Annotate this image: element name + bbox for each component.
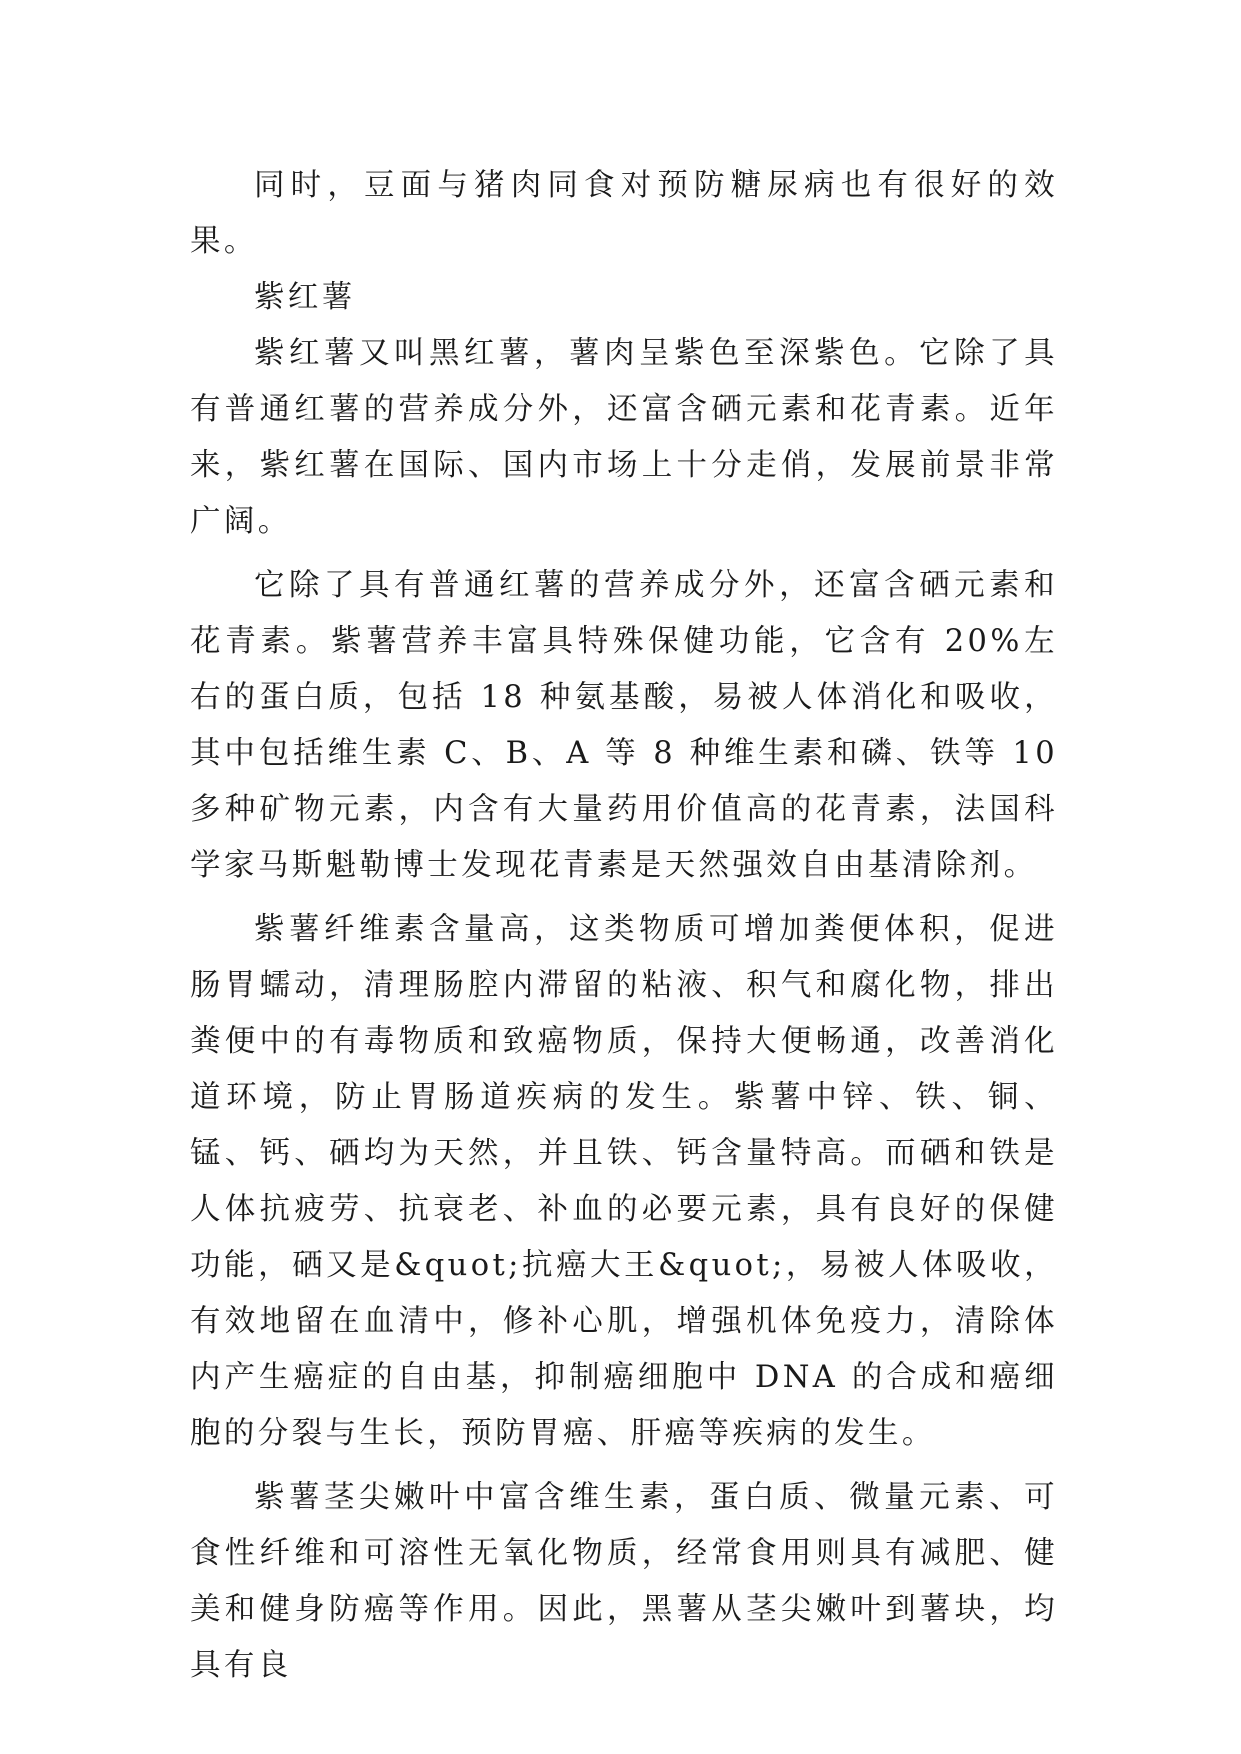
paragraph-fiber: 紫薯纤维素含量高，这类物质可增加粪便体积，促进肠胃蠕动，清理肠腔内滞留的粘液、积气和腐化物，排出粪便中的有毒物质和致癌物质，保持大便畅通，改善消化道环境，防止胃肠道疾病的发生。紫薯中锌、铁、铜、锰、钙、硒均为天然，并且铁、钙含量特高。而硒和铁是人体抗疲劳、抗衰老、补血的必要元素，具有良好的保健功能，硒又是&quot;抗癌大王&quot;，易被人体吸收，有效地留在血清中，修补心肌，增强机体免疫力，清除体内产生癌症的自由基，抑制癌细胞中 DNA 的合成和癌细胞的分裂与生长，预防胃癌、肝癌等疾病的发生。 <box>190 912 1058 1451</box>
paragraph-leaves: 紫薯茎尖嫩叶中富含维生素，蛋白质、微量元素、可食性纤维和可溶性无氧化物质，经常食用则具有减肥、健美和健身防癌等作用。因此，黑薯从茎尖嫩叶到薯块，均具有良 <box>190 1480 1058 1683</box>
paragraph-intro: 紫红薯又叫黑红薯，薯肉呈紫色至深紫色。它除了具有普通红薯的营养成分外，还富含硒元素和花青素。近年来，紫红薯在国际、国内市场上十分走俏，发展前景非常广阔。 <box>190 336 1058 539</box>
paragraph-diabetes: 同时，豆面与猪肉同食对预防糖尿病也有很好的效果。 <box>190 168 1058 259</box>
section-heading-purple-sweet-potato: 紫红薯 <box>254 280 356 315</box>
paragraph-nutrition: 它除了具有普通红薯的营养成分外，还富含硒元素和花青素。紫薯营养丰富具特殊保健功能，它含有 20%左右的蛋白质，包括 18 种氨基酸，易被人体消化和吸收，其中包括维生素 C、B、A 等 8 种维生素和磷、铁等 10 多种矿物元素，内含有大量药用价值高的花青素，法国科学家马斯魁勒博士发现花青素是天然强效自由基清除剂。 <box>190 568 1058 883</box>
document-body <box>190 158 1058 1694</box>
